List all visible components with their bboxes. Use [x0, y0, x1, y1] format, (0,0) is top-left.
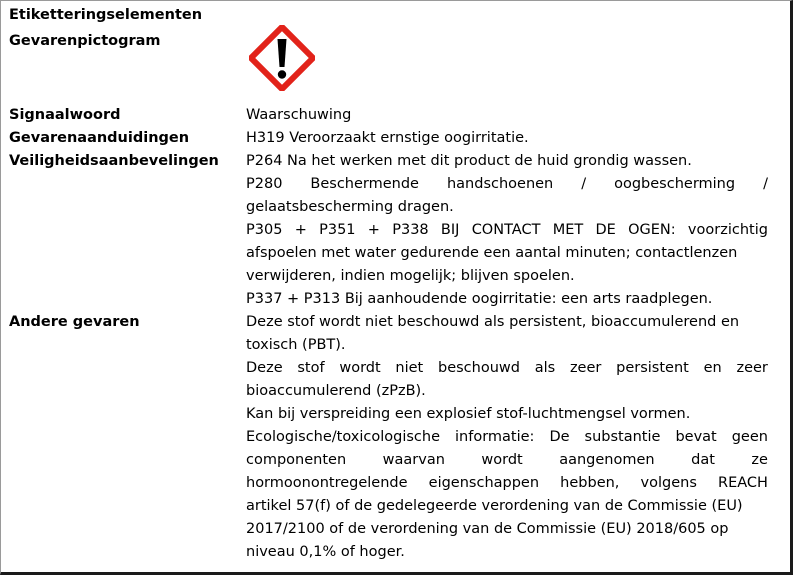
precautionary-line: P337 + P313 Bij aanhoudende oogirritatie: een arts raadplegen. — [246, 291, 713, 307]
other-hazards-line: artikel 57(f) of de gedelegeerde verordening van de Commissie (EU) — [246, 498, 743, 514]
precautionary-line: afspoelen met water gedurende een aantal minuten; contactlenzen — [246, 245, 738, 261]
pictogram-label: Gevarenpictogram — [9, 33, 161, 49]
other-hazards-line: niveau 0,1% of hoger. — [246, 544, 405, 560]
precautionary-line: P305 + P351 + P338 BIJ CONTACT MET DE OGEN: voorzichtig — [246, 222, 768, 238]
precautionary-line: verwijderen, indien mogelijk; blijven spoelen. — [246, 268, 575, 284]
precautionary-line: gelaatsbescherming dragen. — [246, 199, 454, 215]
hazard-statements-label: Gevarenaanduidingen — [9, 130, 190, 146]
other-hazards-line: bioaccumulerend (zPzB). — [246, 383, 426, 399]
signal-word-value: Waarschuwing — [246, 107, 352, 123]
precautionary-statements-label: Veiligheidsaanbevelingen — [9, 153, 219, 169]
other-hazards-line: Deze stof wordt niet beschouwd als persistent, bioaccumulerend en — [246, 314, 740, 330]
other-hazards-line: Kan bij verspreiding een explosief stof-luchtmengsel vormen. — [246, 406, 691, 422]
section-heading: Etiketteringselementen — [9, 7, 203, 23]
exclamation-mark-hazard-icon — [249, 25, 315, 91]
precautionary-line: P264 Na het werken met dit product de huid grondig wassen. — [246, 153, 692, 169]
other-hazards-line: Ecologische/toxicologische informatie: De substantie bevat geen — [246, 429, 768, 445]
hazard-statement-h319: H319 Veroorzaakt ernstige oogirritatie. — [246, 130, 529, 146]
other-hazards-line: hormoonontregelende eigenschappen hebben, volgens REACH — [246, 475, 768, 491]
signal-word-label: Signaalwoord — [9, 107, 121, 123]
other-hazards-line: toxisch (PBT). — [246, 337, 346, 353]
other-hazards-label: Andere gevaren — [9, 314, 140, 330]
other-hazards-line: Deze stof wordt niet beschouwd als zeer persistent en zeer — [246, 360, 768, 376]
other-hazards-line: componenten waarvan wordt aangenomen dat ze — [246, 452, 768, 468]
other-hazards-line: 2017/2100 of de verordening van de Commissie (EU) 2018/605 op — [246, 521, 729, 537]
precautionary-line: P280 Beschermende handschoenen / oogbescherming / — [246, 176, 768, 192]
